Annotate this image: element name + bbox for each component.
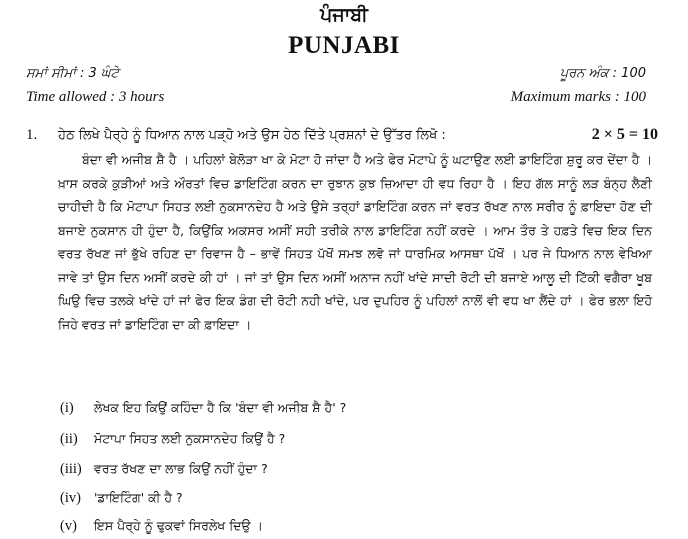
sub-question-label: (i) [60, 400, 74, 416]
passage-text: ਬੰਦਾ ਵੀ ਅਜੀਬ ਸ਼ੈ ਹੈ । ਪਹਿਲਾਂ ਬੇਲੋੜਾ ਖਾ ਕੇ ਮੋਟਾ ਹੋ ਜਾਂਦਾ ਹੈ ਅਤੇ ਫੇਰ ਮੋਟਾਪੇ ਨੂੰ ਘਟਾਉਣ ਲਈ ਡਾਇਟਿੰਗ ਸ਼ੁਰੂ ਕਰ ਦੇਂਦਾ ਹੈ । ਖ਼ਾਸ ਕਰਕੇ ਕੁੜੀਆਂ ਅਤੇ ਔਰਤਾਂ ਵਿਚ ਡਾਇਟਿੰਗ ਕਰਨ ਦਾ ਰੁਝਾਨ ਕੁਝ ਜ਼ਿਆਦਾ ਹੀ ਵਧ ਰਿਹਾ ਹੈ । ਇਹ ਗੱਲ ਸਾਨੂੰ ਲੜ ਬੰਨ੍ਹ ਲੈਣੀ ਚਾਹੀਦੀ ਹੈ ਕਿ ਮੋਟਾਪਾ ਸਿਹਤ ਲਈ ਨੁਕਸਾਨਦੇਹ ਹੈ ਅਤੇ ਉਸੇ ਤਰ੍ਹਾਂ ਡਾਇਟਿੰਗ ਕਰਨ ਜਾਂ ਵਰਤ ਰੱਖਣ ਨਾਲ ਸਰੀਰ ਨੂੰ ਫ਼ਾਇਦਾ ਹੋਣ ਦੀ ਬਜਾਏ ਨੁਕਸਾਨ ਹੀ ਹੁੰਦਾ ਹੈ, ਕਿਉਂਕਿ ਅਕਸਰ ਅਸੀਂ ਸਹੀ ਤਰੀਕੇ ਨਾਲ ਡਾਇਟਿੰਗ ਨਹੀਂ ਕਰਦੇ । ਆਮ ਤੌਰ ਤੇ ਹਫ਼ਤੇ ਵਿਚ ਇਕ ਦਿਨ ਵਰਤ ਰੱਖਣ ਜਾਂ ਭੁੱਖੇ ਰਹਿਣ ਦਾ ਰਿਵਾਜ ਹੈ – ਭਾਵੇਂ ਸਿਹਤ ਪੱਖੋਂ ਸਮਝ ਲਵੋ ਜਾਂ ਧਾਰਮਿਕ ਆਸਥਾ ਪੱਖੋਂ । ਪਰ ਜੇ ਧਿਆਨ ਨਾਲ ਵੇਖਿਆ ਜਾਵੇ ਤਾਂ ਉਸ ਦਿਨ ਅਸੀਂ ਕਰਦੇ ਕੀ ਹਾਂ । ਜਾਂ ਤਾਂ ਉਸ ਦਿਨ ਅਸੀਂ ਅਨਾਜ ਨਹੀਂ ਖਾਂਦੇ ਸਾਦੀ ਰੋਟੀ ਦੀ ਬਜਾਏ ਆਲੂ ਦੀ ਟਿੱਕੀ ਵਗੈਰਾ ਖੂਬ ਘਿਉ ਵਿਚ ਤਲਕੇ ਖਾਂਦੇ ਹਾਂ ਜਾਂ ਫੇਰ ਇਕ ਡੰਗ ਦੀ ਰੋਟੀ ਨਹੀ ਖਾਂਦੇ, ਪਰ ਦੁਪਹਿਰ ਨੂੰ ਪਹਿਲਾਂ ਨਾਲੋਂ ਵੀ ਵਧ ਖਾ ਲੈਂਦੇ ਹਾਂ । ਫੇਰ ਭਲਾ ਇਹੋ ਜਿਹੇ ਵਰਤ ਜਾਂ ਡਾਇਟਿੰਗ ਦਾ ਕੀ ਫ਼ਾਇਦਾ । [58, 152, 652, 332]
sub-question [60, 518, 263, 535]
sub-question-label: (iii) [60, 461, 82, 477]
time-allowed-english: Time allowed : 3 hours [26, 89, 165, 105]
sub-question-text: 'ਡਾਇਟਿੰਗ' ਕੀ ਹੈ ? [94, 490, 183, 505]
page-title-punjabi: ਪੰਜਾਬੀ [320, 4, 368, 26]
sub-question-label: (ii) [60, 431, 78, 447]
question-number: 1. [26, 127, 38, 143]
question-instruction: ਹੇਠ ਲਿਖੇ ਪੈਰ੍ਹੇ ਨੂੰ ਧਿਆਨ ਨਾਲ ਪੜ੍ਹੋ ਅਤੇ ਉਸ ਹੇਠ ਦਿੱਤੇ ਪ੍ਰਸ਼ਨਾਂ ਦੇ ਉੱਤਰ ਲਿਖੋ : [58, 128, 446, 143]
sub-question [60, 431, 285, 448]
question-marks: 2 × 5 = 10 [591, 126, 658, 143]
sub-question-label: (v) [60, 518, 77, 534]
comprehension-passage [58, 148, 652, 336]
sub-question-text: ਵਰਤ ਰੱਖਣ ਦਾ ਲਾਭ ਕਿਉਂ ਨਹੀਂ ਹੁੰਦਾ ? [94, 461, 268, 476]
time-allowed-punjabi: ਸਮਾਂ ਸੀਮਾਂ : 3 ਘੰਟੇ [26, 66, 119, 81]
sub-question-text: ਮੋਟਾਪਾ ਸਿਹਤ ਲਈ ਨੁਕਸਾਨਦੇਹ ਕਿਉਂ ਹੈ ? [94, 431, 286, 446]
sub-question-text: ਇਸ ਪੈਰ੍ਹੇ ਨੂੰ ਢੁਕਵਾਂ ਸਿਰਲੇਖ ਦਿਉ । [94, 518, 263, 533]
sub-question-label: (iv) [60, 490, 81, 506]
sub-question [60, 490, 183, 507]
sub-question [60, 400, 346, 417]
max-marks-punjabi: ਪੂਰਨ ਅੰਕ : 100 [559, 66, 646, 81]
sub-question [60, 461, 268, 478]
page-title-english: PUNJABI [288, 32, 400, 59]
sub-question-text: ਲੇਖਕ ਇਹ ਕਿਉਂ ਕਹਿੰਦਾ ਹੈ ਕਿ 'ਬੰਦਾ ਵੀ ਅਜੀਬ ਸ਼ੈ ਹੈ' ? [94, 400, 347, 415]
max-marks-english: Maximum marks : 100 [510, 89, 646, 105]
